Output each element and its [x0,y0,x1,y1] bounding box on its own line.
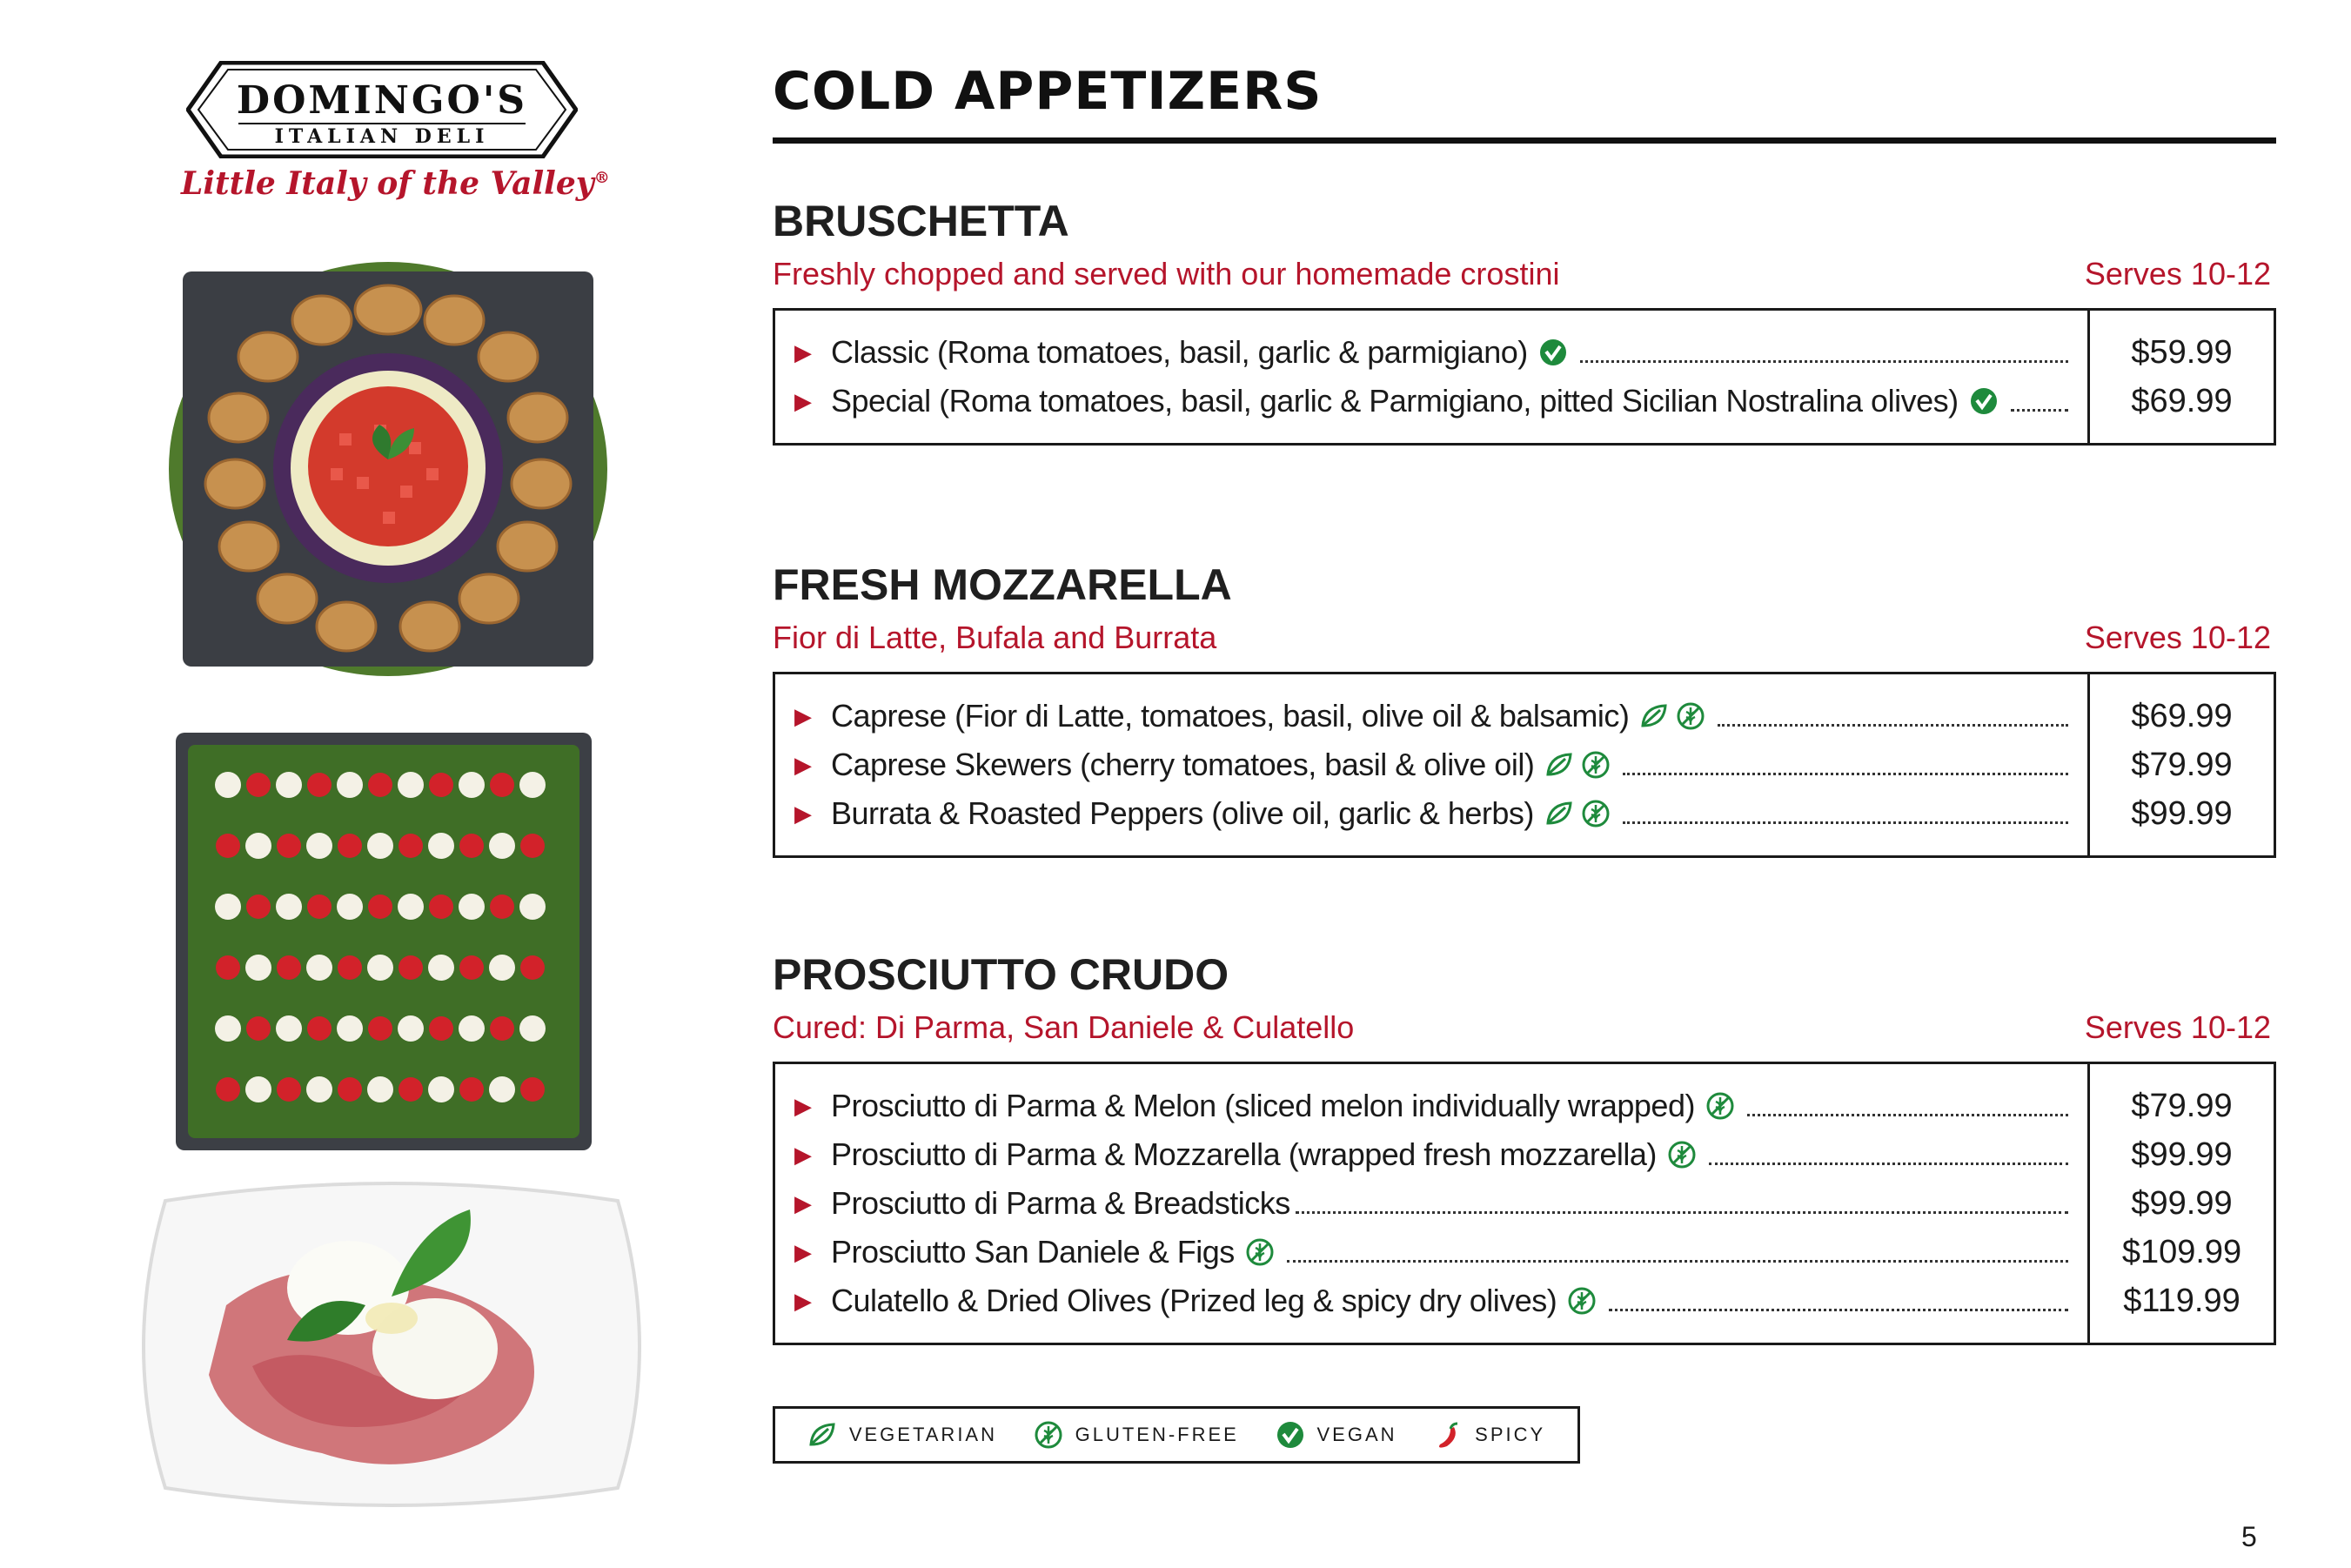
gluten-free-icon [1567,1286,1597,1316]
legend-item-spicy [1433,1420,1545,1450]
vegetarian-icon [1639,701,1669,731]
menu-item-text: Prosciutto di Parma & Melon (sliced melon individually wrapped) [831,1088,1695,1123]
dietary-legend [773,1406,1580,1464]
menu-item-price: $79.99 [2131,747,2233,783]
menu-item [794,789,2072,838]
brand-logo [186,61,578,158]
dot-leader [1623,773,2068,775]
bullet-arrow-icon: ▶ [794,1287,812,1314]
menu-item [794,1082,2072,1130]
vegan-icon [1276,1420,1305,1450]
bullet-arrow-icon: ▶ [794,1141,812,1168]
registered-mark: ® [593,169,610,187]
page-number: 5 [2241,1521,2257,1552]
bullet-arrow-icon: ▶ [794,702,812,729]
section-title: PROSCIUTTO CRUDO [773,950,1229,999]
menu-item-price: $119.99 [2123,1283,2240,1319]
gluten-free-icon [1034,1420,1063,1450]
bruschetta-platter-image [165,259,611,679]
dot-leader [1287,1260,2068,1263]
section-subtitle-row [773,249,2276,292]
legend-label: VEGAN [1316,1424,1397,1445]
bullet-arrow-icon: ▶ [794,800,812,827]
dot-leader [1623,821,2068,824]
section-subtitle: Fior di Latte, Bufala and Burrata [773,620,1217,655]
menu-item [794,1277,2072,1325]
gluten-free-icon [1581,750,1611,780]
menu-item-text: Culatello & Dried Olives (Prized leg & spicy dry olives) [831,1283,1557,1318]
caprese-skewers-platter-image [176,733,592,1150]
section-title: BRUSCHETTA [773,197,1069,245]
section-bruschetta [773,193,2276,446]
menu-item-text: Prosciutto di Parma & Mozzarella (wrapped fresh mozzarella) [831,1136,1657,1172]
price-column [2087,1064,2274,1343]
bullet-arrow-icon: ▶ [794,1238,812,1265]
section-subtitle: Cured: Di Parma, San Daniele & Culatello [773,1009,1355,1045]
page-title: COLD APPETIZERS [773,61,1323,122]
menu-box [773,672,2276,858]
brand-tagline: Little Italy of the Valley® [181,165,610,202]
spicy-icon [1433,1420,1463,1450]
menu-item-price: $69.99 [2131,383,2233,419]
legend-label: SPICY [1475,1424,1546,1445]
gluten-free-icon [1705,1091,1735,1121]
gluten-free-icon [1245,1237,1275,1267]
dot-leader [2011,409,2068,412]
menu-item-price: $109.99 [2121,1234,2242,1270]
bullet-arrow-icon: ▶ [794,751,812,778]
menu-item-text: Special (Roma tomatoes, basil, garlic & Parmigiano, pitted Sicilian Nostralina olives) [831,383,1959,419]
title-divider [773,137,2276,144]
section-subtitle: Freshly chopped and served with our homemade crostini [773,256,1560,291]
logo-sub: ITALIAN DELI [274,125,490,148]
menu-item [794,328,2072,377]
serves-label: Serves 10-12 [2084,620,2271,655]
vegan-icon [1969,386,1999,416]
menu-item-text: Classic (Roma tomatoes, basil, garlic & parmigiano) [831,334,1528,370]
menu-item-price: $59.99 [2131,334,2233,371]
menu-item-price: $79.99 [2131,1088,2233,1124]
logo-name: DOMINGO'S [236,78,528,123]
legend-item-gluten-free [1034,1420,1239,1450]
section-prosciutto-crudo [773,947,2276,1345]
menu-item [794,1228,2072,1277]
bullet-arrow-icon: ▶ [794,338,812,365]
menu-item [794,377,2072,426]
dot-leader [1747,1114,2068,1116]
menu-item-price: $99.99 [2131,795,2233,832]
section-fresh-mozzarella [773,557,2276,858]
dot-leader [1296,1211,2068,1214]
menu-item-text: Caprese Skewers (cherry tomatoes, basil & olive oil) [831,747,1535,782]
menu-item-price: $99.99 [2131,1185,2233,1222]
legend-item-vegetarian [807,1420,997,1450]
menu-item-text: Burrata & Roasted Peppers (olive oil, garlic & herbs) [831,795,1534,831]
prosciutto-burrata-plate-image [131,1175,653,1514]
menu-item [794,692,2072,740]
bullet-arrow-icon: ▶ [794,387,812,414]
menu-box [773,308,2276,446]
dot-leader [1709,1163,2068,1165]
vegetarian-icon [1544,750,1574,780]
gluten-free-icon [1676,701,1705,731]
vegetarian-icon [1544,799,1574,828]
serves-label: Serves 10-12 [2084,256,2271,291]
bullet-arrow-icon: ▶ [794,1189,812,1216]
vegetarian-icon [807,1420,837,1450]
legend-label: GLUTEN-FREE [1075,1424,1239,1445]
menu-item-text: Prosciutto San Daniele & Figs [831,1234,1235,1270]
menu-item [794,1179,2072,1228]
menu-item-price: $99.99 [2131,1136,2233,1173]
dot-leader [1580,360,2068,363]
legend-item-vegan [1276,1420,1397,1450]
section-title: FRESH MOZZARELLA [773,560,1232,609]
gluten-free-icon [1667,1140,1697,1169]
vegan-icon [1538,338,1568,367]
section-subtitle-row [773,1002,2276,1046]
gluten-free-icon [1581,799,1611,828]
menu-item-price: $69.99 [2131,698,2233,734]
price-column [2087,674,2274,855]
menu-item-text: Prosciutto di Parma & Breadsticks [831,1185,1290,1221]
bullet-arrow-icon: ▶ [794,1092,812,1119]
dot-leader [1609,1309,2068,1311]
serves-label: Serves 10-12 [2084,1009,2271,1045]
legend-label: VEGETARIAN [848,1424,997,1445]
menu-item [794,1130,2072,1179]
menu-box [773,1062,2276,1345]
menu-item [794,740,2072,789]
dot-leader [1718,724,2068,727]
menu-item-text: Caprese (Fior di Latte, tomatoes, basil, olive oil & balsamic) [831,698,1630,734]
price-column [2087,311,2274,443]
section-subtitle-row [773,613,2276,656]
